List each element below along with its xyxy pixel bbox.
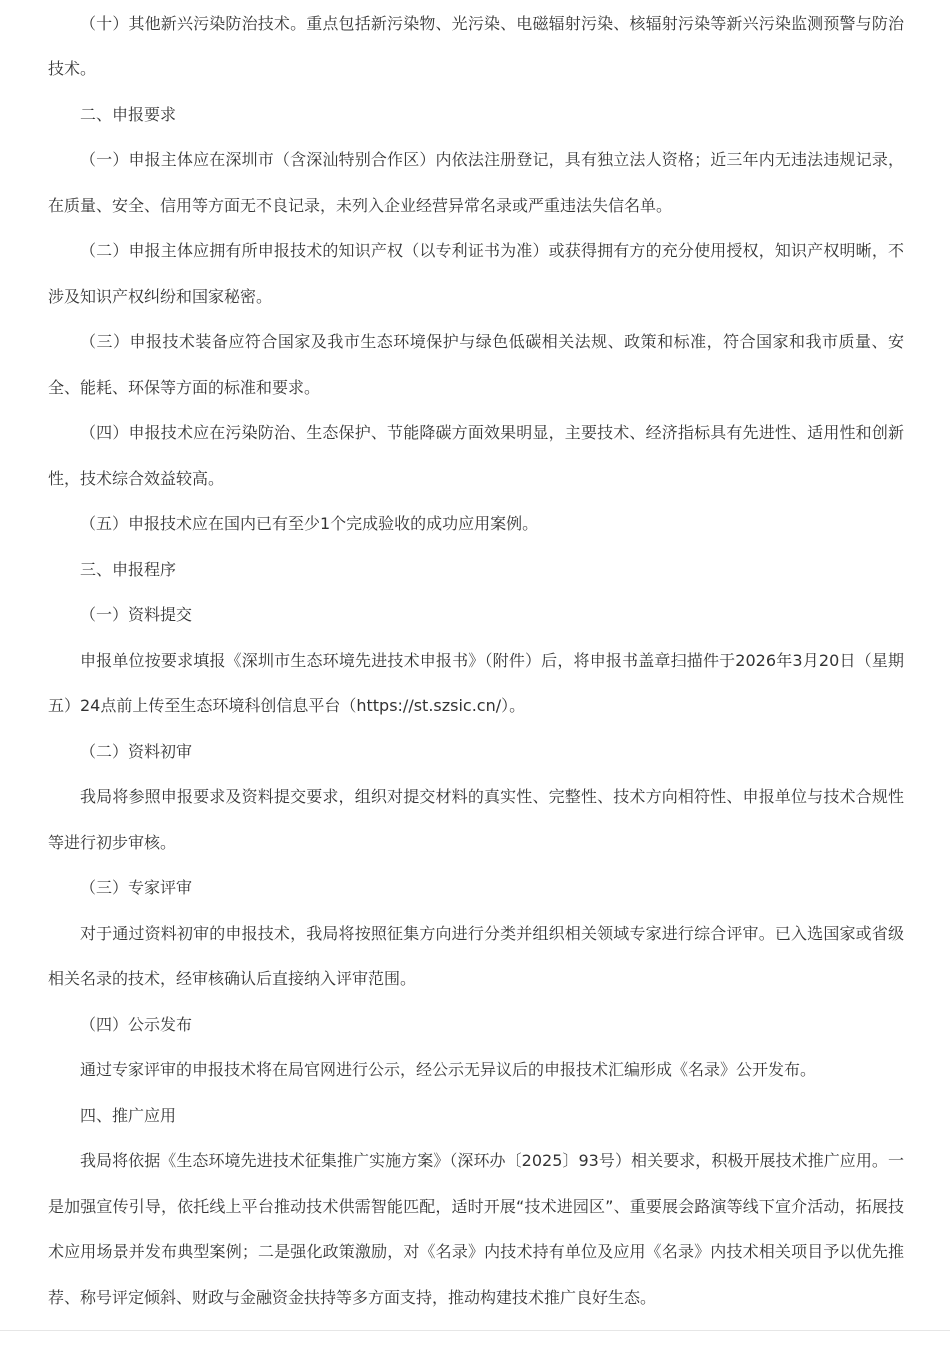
- paragraph-publicity-release: 通过专家评审的申报技术将在局官网进行公示，经公示无异议后的申报技术汇编形成《名录》公开发布。: [80, 1060, 817, 1079]
- subheading-material-submission: （一）资料提交: [80, 605, 193, 624]
- paragraph-promotion-application: 我局将依据《生态环境先进技术征集推广实施方案》（深环办〔2025〕93号）相关要求，积极开展技术推广应用。一是加强宣传引导，依托线上平台推动技术供需智能匹配，适时开展“技术进园区”、重要展会路演等线下宣介活动，拓展技术应用场景并发布典型案例；二是强化政策激励，对《名录》内技术持有单位及应用《名录》内技术相关项目予以优先推荐、称号评定倾斜、财政与金融资金扶持等多方面支持，推动构建技术推广良好生态。: [48, 1151, 904, 1307]
- subheading-publicity-release: （四）公示发布: [80, 1014, 193, 1034]
- paragraph-requirement-1: （一）申报主体应在深圳市（含深汕特别合作区）内依法注册登记，具有独立法人资格；近三年内无违法违规记录，在质量、安全、信用等方面无不良记录，未列入企业经营异常名录或严重违法失信名单。: [48, 150, 904, 215]
- article-body: [48, 0, 904, 1320]
- paragraph-requirement-5: （五）申报技术应在国内已有至少1个完成验收的成功应用案例。: [80, 514, 539, 533]
- paragraph-requirement-4: （四）申报技术应在污染防治、生态保护、节能降碳方面效果明显，主要技术、经济指标具有先进性、适用性和创新性，技术综合效益较高。: [48, 423, 904, 488]
- bottom-divider: [0, 1330, 950, 1331]
- heading-promotion-application: 四、推广应用: [80, 1105, 177, 1125]
- paragraph-material-submission: 申报单位按要求填报《深圳市生态环境先进技术申报书》（附件）后，将申报书盖章扫描件于2026年3月20日（星期五）24点前上传至生态环境科创信息平台（https://st.szsic.cn/）。: [48, 650, 904, 715]
- paragraph-preliminary-review: 我局将参照申报要求及资料提交要求，组织对提交材料的真实性、完整性、技术方向相符性、申报单位与技术合规性等进行初步审核。: [48, 787, 904, 852]
- heading-application-procedure: 三、申报程序: [80, 559, 177, 579]
- paragraph-requirement-3: （三）申报技术装备应符合国家及我市生态环境保护与绿色低碳相关法规、政策和标准，符合国家和我市质量、安全、能耗、环保等方面的标准和要求。: [48, 332, 904, 397]
- paragraph-other-emerging-pollution: （十）其他新兴污染防治技术。重点包括新污染物、光污染、电磁辐射污染、核辐射污染等新兴污染监测预警与防治技术。: [48, 13, 904, 78]
- paragraph-expert-review: 对于通过资料初审的申报技术，我局将按照征集方向进行分类并组织相关领域专家进行综合评审。已入选国家或省级相关名录的技术，经审核确认后直接纳入评审范围。: [48, 923, 904, 988]
- paragraph-requirement-2: （二）申报主体应拥有所申报技术的知识产权（以专利证书为准）或获得拥有方的充分使用授权，知识产权明晰，不涉及知识产权纠纷和国家秘密。: [48, 241, 904, 306]
- heading-application-requirements: 二、申报要求: [80, 104, 177, 124]
- subheading-expert-review: （三）专家评审: [80, 878, 193, 897]
- subheading-preliminary-review: （二）资料初审: [80, 741, 193, 761]
